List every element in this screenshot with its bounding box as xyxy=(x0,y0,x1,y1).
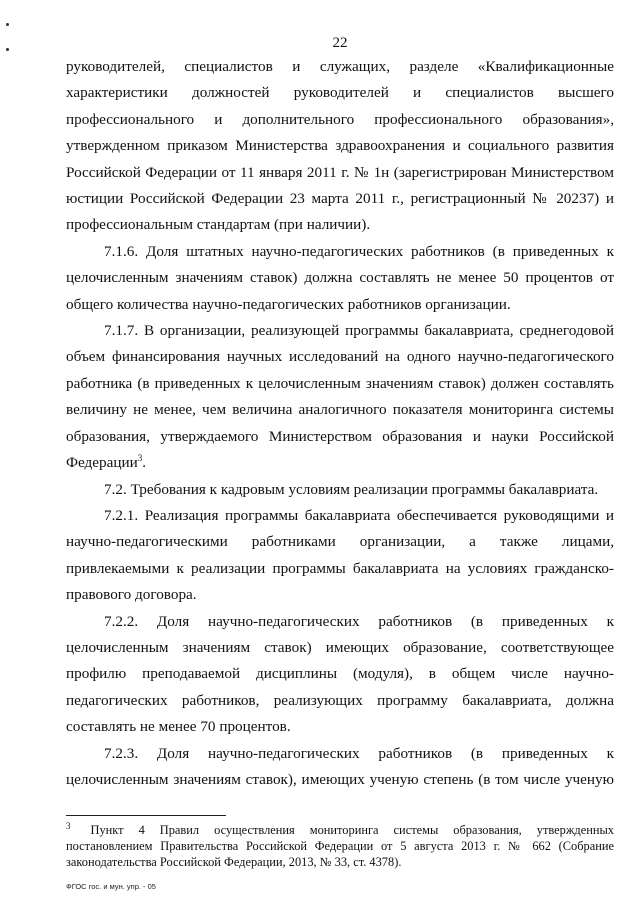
paragraph-continuation: руководителей, специалистов и служащих, разделе «Квалификационные характеристики должностей руководителей и специалистов высшего профессионального и дополнительного профессионального образования», утвержденном приказом Министерства здравоохранения и социального развития Российской Федерации от 11 января 2011 г. № 1н (зарегистрирован Министерством юстиции Российской Федерации 23 марта 2011 г., регистрационный № 20237) и профессиональным стандартам (при наличии). xyxy=(66,58,614,234)
paragraph-7-2-2: 7.2.2. Доля научно-педагогических работников (в приведенных к целочисленным значениям ставок) имеющих образование, соответствующее профилю преподаваемой дисциплины (модуля), в общем числе научно-педагогических работников, реализующих программу бакалавриата, должна составлять не менее 70 процентов. xyxy=(66,612,614,736)
paragraph-7-2: 7.2. Требования к кадровым условиям реализации программы бакалавриата. xyxy=(104,480,599,498)
document-body xyxy=(66,54,614,793)
footer-document-code: ФГОС гос. и мун. упр. - 05 xyxy=(66,882,156,891)
footnote-separator xyxy=(66,815,226,816)
footnote-text: Пункт 4 Правил осуществления мониторинга системы образования, утвержденных постановлением Правительства Российской Федерации от 5 августа 2013 г. № 662 (Собрание законодательства Российской Федерации, 2013, № 33, ст. 4378). xyxy=(66,823,614,869)
scan-dot-mark xyxy=(6,23,9,26)
page-number: 22 xyxy=(332,35,348,51)
footnote-mark: 3 xyxy=(66,820,71,831)
paragraph-7-1-7-text: 7.1.7. В организации, реализующей программы бакалавриата, среднегодовой объем финансирования научных исследований на одного научно-педагогического работника (в приведенных к целочисленным значениям ставок) должен составлять величину не менее, чем величина аналогичного показателя мониторинга системы образования, утверждаемого Министерством образования и науки Российской Федерации xyxy=(66,322,614,472)
footnote-reference[interactable]: 3 xyxy=(137,453,143,464)
paragraph-7-1-7-tail: . xyxy=(142,454,147,472)
paragraph-7-1-7 xyxy=(66,318,614,476)
paragraph-7-2-3: 7.2.3. Доля научно-педагогических работников (в приведенных к целочисленным значениям ставок), имеющих ученую степень (в том числе ученую xyxy=(66,744,614,788)
footnote xyxy=(66,822,614,870)
paragraph-7-1-6: 7.1.6. Доля штатных научно-педагогических работников (в приведенных к целочисленным значениям ставок) должна составлять не менее 50 процентов от общего количества научно-педагогических работников организации. xyxy=(66,242,614,313)
paragraph-7-2-1: 7.2.1. Реализация программы бакалавриата обеспечивается руководящими и научно-педагогическими работниками организации, а также лицами, привлекаемыми к реализации программы бакалавриата на условиях гражданско-правового договора. xyxy=(66,506,614,604)
